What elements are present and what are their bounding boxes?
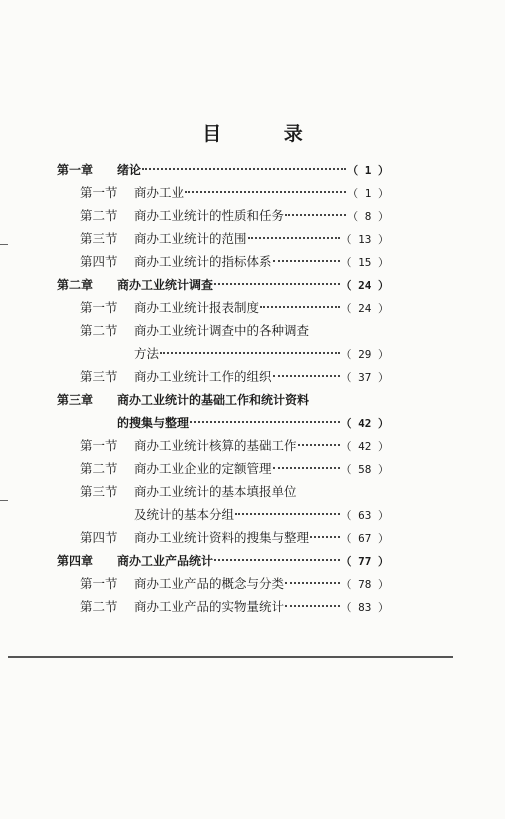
page-number: （ 15 ） [340,256,389,269]
section-number: 第一节 [80,576,118,591]
page-number: （ 24 ） [340,302,389,315]
page-number: （ 1 ） [347,187,389,200]
section-number: 第二节 [80,323,118,338]
page-number: （ 1 ） [347,164,389,177]
page-number: （ 63 ） [340,509,389,522]
page-number: （ 58 ） [340,463,389,476]
chapter-title: 绪论 [117,163,142,177]
section-title: 商办工业产品的实物量统计 [134,599,285,614]
page-number: （ 29 ） [340,348,389,361]
chapter-title: 商办工业统计调查 [117,278,214,292]
section-number: 第二节 [80,461,118,476]
section-number: 第二节 [80,208,118,223]
dot-leader [235,513,339,515]
section-number: 第三节 [80,484,118,499]
toc-section-3-3-continued[interactable] [134,504,389,526]
toc-section-3-1[interactable] [80,435,389,457]
dot-leader [142,168,346,170]
dot-leader [190,421,339,423]
page-number: （ 67 ） [340,532,389,545]
section-title-continued: 方法 [134,346,160,361]
dot-leader [273,260,340,262]
page-title: 目 录 [202,123,331,145]
dot-leader [260,306,339,308]
toc-section-4-1[interactable] [80,573,389,595]
dot-leader [248,237,340,239]
toc-section-2-2-continued[interactable] [134,343,389,365]
page-number: （ 78 ） [340,578,389,591]
toc-chapter-1[interactable] [57,159,389,181]
section-number: 第一节 [80,300,118,315]
page-divider [8,656,453,658]
dot-leader [185,191,346,193]
toc-section-2-3[interactable] [80,366,389,388]
dot-leader [273,375,340,377]
section-title: 商办工业统计核算的基础工作 [134,438,297,453]
page-number: （ 37 ） [340,371,389,384]
section-number: 第三节 [80,369,118,384]
dot-leader [214,283,339,285]
section-title: 商办工业统计的基本填报单位 [134,484,297,499]
chapter-number: 第三章 [57,393,94,407]
toc-section-3-2[interactable] [80,458,389,480]
section-title: 商办工业企业的定额管理 [134,461,272,476]
dot-leader [310,536,339,538]
toc-chapter-4[interactable] [57,550,389,572]
section-number: 第四节 [80,530,118,545]
toc-section-2-2[interactable] [80,320,389,342]
chapter-number: 第一章 [57,163,94,177]
margin-mark [0,244,8,245]
section-number: 第二节 [80,599,118,614]
section-number: 第一节 [80,185,118,200]
dot-leader [285,605,339,607]
toc-section-4-2[interactable] [80,596,389,618]
toc-section-3-3[interactable] [80,481,389,503]
chapter-number: 第四章 [57,554,94,568]
section-title: 商办工业统计工作的组织 [134,369,272,384]
page-number: （ 8 ） [347,210,389,223]
section-title: 商办工业 [134,185,185,200]
dot-leader [298,444,340,446]
page-number: （ 42 ） [340,440,389,453]
section-title: 商办工业产品的概念与分类 [134,576,285,591]
dot-leader [214,559,339,561]
toc-section-1-1[interactable] [80,182,389,204]
toc-chapter-3[interactable] [57,389,389,411]
dot-leader [285,214,346,216]
margin-mark [0,500,8,501]
page-number: （ 77 ） [340,555,389,568]
section-title: 商办工业统计资料的搜集与整理 [134,530,310,545]
page-number: （ 42 ） [340,417,389,430]
section-title: 商办工业统计报表制度 [134,300,260,315]
page-number: （ 24 ） [340,279,389,292]
dot-leader [160,352,339,354]
toc-section-1-3[interactable] [80,228,389,250]
section-number: 第四节 [80,254,118,269]
page-number: （ 13 ） [340,233,389,246]
toc-section-1-2[interactable] [80,205,389,227]
section-number: 第三节 [80,231,118,246]
dot-leader [273,467,340,469]
chapter-title: 商办工业产品统计 [117,554,214,568]
section-title: 商办工业统计调查中的各种调查 [134,323,310,338]
section-title: 商办工业统计的范围 [134,231,247,246]
dot-leader [285,582,339,584]
chapter-title: 商办工业统计的基础工作和统计资料 [117,393,310,407]
section-title: 商办工业统计的指标体系 [134,254,272,269]
toc-chapter-2[interactable] [57,274,389,296]
page-number: （ 83 ） [340,601,389,614]
section-title-continued: 及统计的基本分组 [134,507,235,522]
section-number: 第一节 [80,438,118,453]
toc-section-1-4[interactable] [80,251,389,273]
section-title: 商办工业统计的性质和任务 [134,208,285,223]
chapter-title-continued: 的搜集与整理 [117,416,190,430]
toc-section-2-1[interactable] [80,297,389,319]
toc-chapter-3-continued[interactable] [117,412,389,434]
toc-section-3-4[interactable] [80,527,389,549]
chapter-number: 第二章 [57,278,94,292]
